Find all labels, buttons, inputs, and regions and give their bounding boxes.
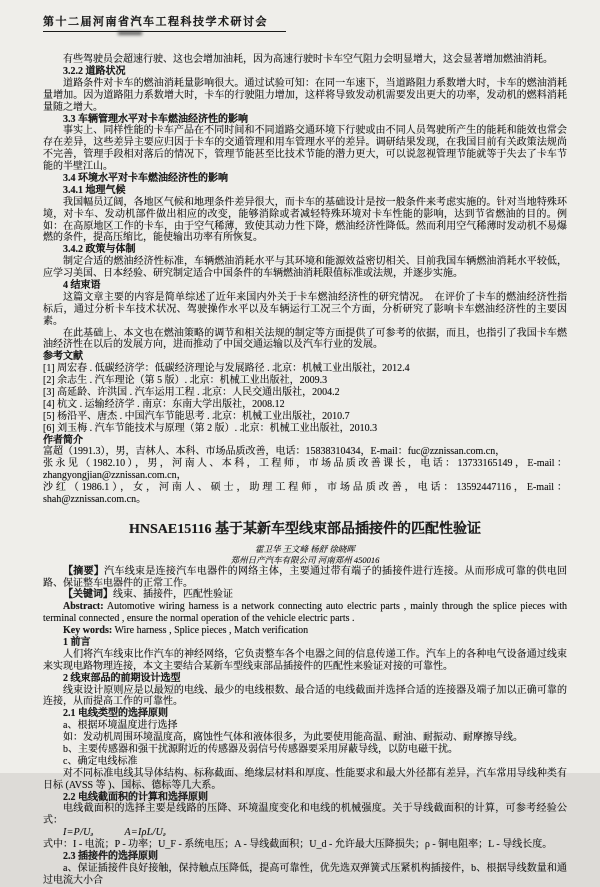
scan-smudge <box>118 31 142 35</box>
keywords-en-text: Wire harness , Splice pieces , Match verification <box>112 625 309 637</box>
para-road-condition: 道路条件对卡车的燃油消耗量影响很大。通过试验可知：在同一车速下，当道路阻力系数增大时，卡车的燃油消耗量增加。因为道路阻力系数增大时，卡车的行驶阻力增加，这样将导致发动机需要发出更大的功率，发动机的燃料消耗量随之增大。 <box>43 77 567 113</box>
keywords-en <box>43 625 567 637</box>
keywords-en-label: Key words: <box>63 625 113 637</box>
keywords-cn-label: 【关键词】 <box>63 589 113 601</box>
reference-item: [2] 余志生 . 汽车理论（第 5 版）. 北京：机械工业出版社，2009.3 <box>43 375 328 387</box>
para-conclusion-1: 这篇文章主要的内容是简单综述了近年来国内外关于卡车燃油经济性的研究情况。 在评价了卡车的燃油经济性指标后，通过分析卡车技术状况、驾驶操作水平以及车辆运行工况三个方面，分析研究了影响卡车燃油经济性的主要因素。 <box>43 291 567 327</box>
abstract-cn-text: 汽车线束是连接汽车电器件的网络主体，主要通过带有端子的插接件进行连接。从而形成可靠的供电回路、保证整车电器件的正常工作。 <box>43 565 568 589</box>
reference-item: [4] 杭文 . 运输经济学 . 南京：东南大学出版社，2008.12 <box>43 398 285 410</box>
heading-author-bio: 作者简介 <box>43 434 83 446</box>
abstract-cn-label: 【摘要】 <box>63 565 105 577</box>
para-geography: 我国幅员辽阔，各地区气候和地理条件差异很大，而卡车的基础设计是按一般条件来考虑实施的。针对当地特殊环境，对卡车、发动机部件做出相应的改变，能够消除或者减轻特殊环境对卡车性能的影响，达到节省燃油的目的。例如：在高原地区工作的卡车，由于空气稀薄，致使其动力性下降，燃油经济性降低。然而利用空气稀薄时发动机不易爆燃的条件，提高压缩比，能使输出功率有所恢复。 <box>43 196 567 244</box>
heading-3-4-2: 3.4.2 政策与体制 <box>63 244 136 256</box>
heading-2-design: 2 线束部品的前期设计选型 <box>63 672 181 684</box>
heading-conclusion: 4 结束语 <box>63 280 101 291</box>
list-item-a: a、根据环境温度进行选择 <box>63 720 178 732</box>
heading-references: 参考文献 <box>43 351 83 363</box>
heading-1-intro: 1 前言 <box>63 637 91 649</box>
reference-item: [6] 刘玉梅 . 汽车节能技术与原理（第 2 版）. 北京：机械工业出版社，2010.3 <box>43 422 378 434</box>
keywords-cn <box>43 589 567 601</box>
abstract-en <box>43 601 567 625</box>
formula-wire-section: I=P/Uₔ A=IρL/Uₔ <box>63 827 167 839</box>
heading-2-1: 2.1 电线类型的选择原则 <box>63 708 168 720</box>
para-intro: 人们将汽车线束比作汽车的神经网络，它负责整车各个电器之间的信息传递工作。汽车上的各种电气设备通过线束来实现电路物理连接，本文主要结合某新车型线束部品插接件的匹配性来验证对接的可靠性。 <box>43 648 567 672</box>
author-bio-line: 富超（1991.3），男，吉林人、本科、市场品质改善，电话：15838310434，E-mail：fuc@zznissan.com.cn， <box>43 446 506 458</box>
abstract-en-text: Automotive wiring harness is a network connecting auto electric parts , mainly through the splice pieces with terminal connected , ensure the normal operation of the vehicle electric parts . <box>43 601 567 625</box>
heading-3-2-2: 3.2.2 道路状况 <box>63 65 126 77</box>
author-bio-line: 张永见（1982.10），男，河南人、本科，工程师，市场品质改善课长，电话：13733165149，E-mail：zhangyongjian@zznissan.com.cn， <box>43 458 567 482</box>
author-bio-line: 沙红（1986.1），女，河南人、硕士，助理工程师，市场品质改善，电话：13592447116，E-mail：shah@zznissan.com.cn。 <box>43 482 567 506</box>
para-conclusion-2: 在此基础上、本文也在燃油策略的调节和相关法规的制定等方面提供了可参考的依据，而且，也指引了我国卡车燃油经济性在以后的发展方向，进而推动了中国交通运输以及汽车行业的发展。 <box>43 327 567 351</box>
keywords-cn-text: 线束、插接件，匹配性验证 <box>113 589 233 601</box>
conference-header: 第十二届河南省汽车工程科技学术研讨会 <box>43 16 286 32</box>
list-item-c: c、确定电线标准 <box>63 755 138 767</box>
para-formula-intro: 电线截面积的选择主要是线路的压降、环境温度变化和电线的机械强度。关于导线截面积的计算，可参考经验公式： <box>43 803 567 827</box>
paper-authors: 霍卫华 王文峰 杨舒 徐晓晖 <box>255 543 355 554</box>
para-item-a-detail: 如：发动机周围环境温度高，腐蚀性气体和液体很多，为此要使用能高温、耐油、耐振动、耐摩擦导线。 <box>63 732 523 744</box>
list-item-b: b、主要传感器和强干扰源附近的传感器及弱信号传感器要采用屏蔽导线，以防电磁干扰。 <box>63 744 458 756</box>
paper-title: HNSAE15116 基于某新车型线束部品插接件的匹配性验证 <box>129 521 481 537</box>
heading-3-3: 3.3 车辆管理水平对卡车燃油经济性的影响 <box>63 113 248 125</box>
abstract-cn <box>43 566 567 590</box>
para-speeding: 有些驾驶员会超速行驶、这也会增加油耗，因为高速行驶时卡车空气阻力会明显增大，这会显著增加燃油消耗。 <box>63 54 553 66</box>
para-management: 事实上、同样性能的卡车产品在不同时间和不同道路交通环境下行驶或由不同人员驾驶所产生的能耗和能效也常会存在差异，这些差异主要应归因于卡车的交通管理和用车管理水平的差异。调研结果发现，在我国目前有关政策法规尚不完善，管理手段相对落后的情况下，管理节能甚至比技术节能的潜力更大，可以说忽视管理节能就等于失去了卡车节能的半壁江山。 <box>43 125 567 173</box>
abstract-en-label: Abstract: <box>63 601 104 613</box>
para-design-principle: 线束设计原则应是以最短的电线、最少的电线根数、最合适的电线截面并选择合适的连接器及端子加以正确可靠的连接，从而提高工作的可靠性。 <box>43 684 567 708</box>
reference-item: [3] 高延龄、许洪国 . 汽车运用工程 . 北京：人民交通出版社，2004.2 <box>43 387 340 399</box>
para-formula-legend: 式中：I - 电流；P - 功率；U_F - 系统电压；A - 导线截面积；U_d - 允许最大压降损失；ρ - 铜电阻率；L - 导线长度。 <box>43 839 553 851</box>
heading-3-4-1: 3.4.1 地理气候 <box>63 184 126 196</box>
heading-2-3: 2.3 插接件的选择原则 <box>63 851 158 863</box>
para-item-c-detail: 对不同标准电线其导体结构、标称截面、绝缘层材料和厚度、性能要求和最大外径都有差异，汽车常用导线种类有日标 (AVSS 等 )、国标、德标等几大系。 <box>43 767 567 791</box>
para-connector-partial: a、保证插接件良好接触，保持触点压降低，提高可靠性，优先选双弹簧式压紧机构插接件，b、根据导线数量和通过电流大小合 <box>43 862 567 886</box>
heading-2-2: 2.2 电线截面积的计算和选择原则 <box>63 791 208 803</box>
reference-item: [1] 周宏春 . 低碳经济学：低碳经济理论与发展路径 . 北京：机械工业出版社，2012.4 <box>43 363 410 375</box>
para-policy: 制定合适的燃油经济性标准，车辆燃油消耗水平与其环境和能源效益密切相关、目前我国车辆燃油消耗水平较低，应学习美国、日本经验、研究制定适合中国条件的车辆燃油消耗限值标准或法规，并逐步实施。 <box>43 256 567 280</box>
paper-affiliation: 郑州日产汽车有限公司 河南郑州 450016 <box>230 554 380 565</box>
reference-item: [5] 杨沿平、唐杰 . 中国汽车节能思考 . 北京：机械工业出版社，2010.7 <box>43 410 350 422</box>
heading-3-4: 3.4 环境水平对卡车燃油经济性的影响 <box>63 172 228 184</box>
